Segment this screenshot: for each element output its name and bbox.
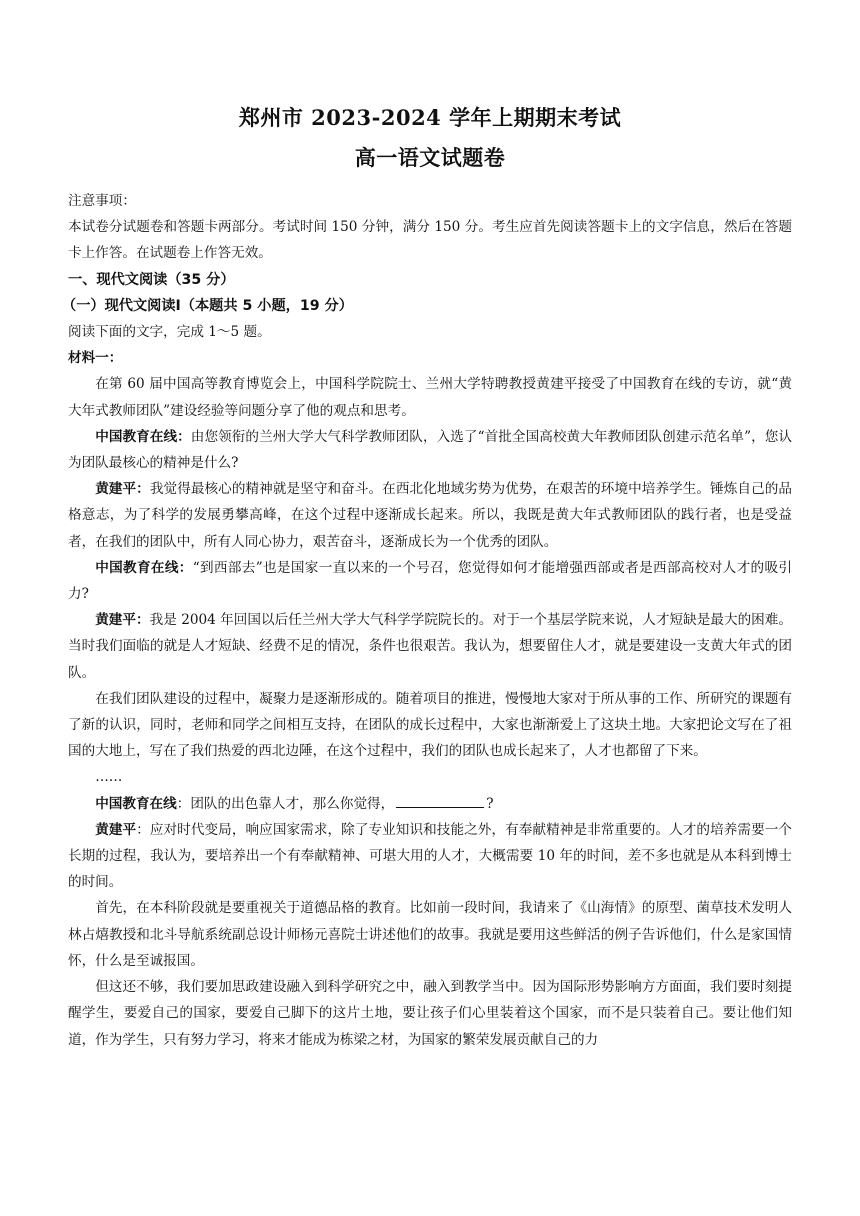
article-intro: 在第 60 届中国高等教育博览会上，中国科学院院士、兰州大学特聘教授黄建平接受了中国教育在线的专访，就“黄大年式教师团队”建设经验等问题分享了他的观点和思考。 <box>68 376 792 419</box>
exam-subtitle: 高一语文试题卷 <box>354 145 506 170</box>
exam-title: 郑州市 2023-2024 学年上期期末考试 <box>238 105 622 130</box>
interviewee-name: 黄建平： <box>95 612 150 629</box>
answer-text: ：应对时代变局，响应国家需求，除了专业知识和技能之外，有奉献精神是非常重要的。人才的培养需要一个长期的过程，我认为，要培养出一个有奉献精神、可堪大用的人才，大概需要 10 年的时间，差不多也就是从本科到博士的时间。 <box>68 821 793 891</box>
interview-question-2 <box>68 555 792 607</box>
interview-answer-1 <box>68 476 792 555</box>
fill-in-blank <box>396 793 484 808</box>
part1-heading: 一、现代文阅读（35 分） <box>68 271 235 288</box>
question-end: ? <box>486 795 494 812</box>
material-label: 材料一： <box>68 350 123 367</box>
interview-question-1 <box>68 424 792 476</box>
first-paragraph: 首先，在本科阶段就是要重视关于道德品格的教育。比如前一段时间，我请来了《山海情》的原型、菌草技术发明人林占熺教授和北斗导航系统副总设计师杨元喜院士讲述他们的故事。我就是要用这些鲜活的例子告诉他们，什么是家国情怀，什么是至诚报国。 <box>68 900 792 969</box>
interviewer-name: 中国教育在线： <box>95 428 191 445</box>
question-text: 由您领衔的兰州大学大气科学教师团队，入选了“首批全国高校黄大年教师团队创建示范名单”，您认为团队最核心的精神是什么? <box>68 428 793 472</box>
question-text: “到西部去”也是国家一直以来的一个号召，您觉得如何才能增强西部或者是西部高校对人才的吸引力? <box>68 559 792 603</box>
interviewer-name: 中国教育在线： <box>95 559 193 576</box>
interview-question-3 <box>68 791 792 817</box>
interviewee-name: 黄建平： <box>95 481 150 498</box>
interviewee-name: 黄建平 <box>95 821 137 838</box>
answer-text: 我觉得最核心的精神就是坚守和奋斗。在西北化地域劣势为优势，在艰苦的环境中培养学生。锤炼自己的品格意志，为了科学的发展勇攀高峰，在这个过程中逐渐成长起来。所以，我既是黄大年式教师团队的践行者，也是受益者，在我们的团队中，所有人同心协力，艰苦奋斗，逐渐成长为一个优秀的团队。 <box>68 481 793 550</box>
but-paragraph: 但这还不够，我们要加思政建设融入到科学研究之中，融入到教学当中。因为国际形势影响方方面面，我们要时刻提醒学生，要爱自己的国家，要爱自己脚下的这片土地，要让孩子们心里装着这个国家，而不是只装着自己。要让他们知道，作为学生，只有努力学习，将来才能成为栋梁之材，为国家的繁荣发展贡献自己的力 <box>68 979 792 1048</box>
team-paragraph: 在我们团队建设的过程中，凝聚力是逐渐形成的。随着项目的推进，慢慢地大家对于所从事的工作、所研究的课题有了新的认识，同时，老师和同学之间相互支持，在团队的成长过程中，大家也渐渐爱上了这块土地。大家把论文写在了祖国的大地上，写在了我们热爱的西北边陲，在这个过程中，我们的团队也成长起来了，人才也都留了下来。 <box>68 690 792 760</box>
interviewer-name: 中国教育在线 <box>95 795 177 812</box>
answer-text: 我是 2004 年回国以后任兰州大学大气科学学院院长的。对于一个基层学院来说，人才短缺是最大的困难。当时我们面临的就是人才短缺、经费不足的情况，条件也很艰苦。我认为，想要留住人才，就是要建设一支黄大年式的团队。 <box>68 612 793 681</box>
notice-label: 注意事项： <box>68 193 136 209</box>
interview-answer-2 <box>68 607 792 686</box>
reading-instruction: 阅读下面的文字，完成 1～5 题。 <box>68 324 271 341</box>
part1-subheading: （一）现代文阅读Ⅰ（本题共 5 小题，19 分） <box>62 297 353 314</box>
interview-answer-3 <box>68 817 792 896</box>
notice-text: 本试卷分试题卷和答题卡两部分。考试时间 150 分钟，满分 150 分。考生应首先阅读答题卡上的文字信息，然后在答题卡上作答。在试题卷上作答无效。 <box>68 219 792 262</box>
ellipsis: …… <box>95 769 123 786</box>
question-text: ：团队的出色靠人才，那么你觉得， <box>176 795 395 812</box>
